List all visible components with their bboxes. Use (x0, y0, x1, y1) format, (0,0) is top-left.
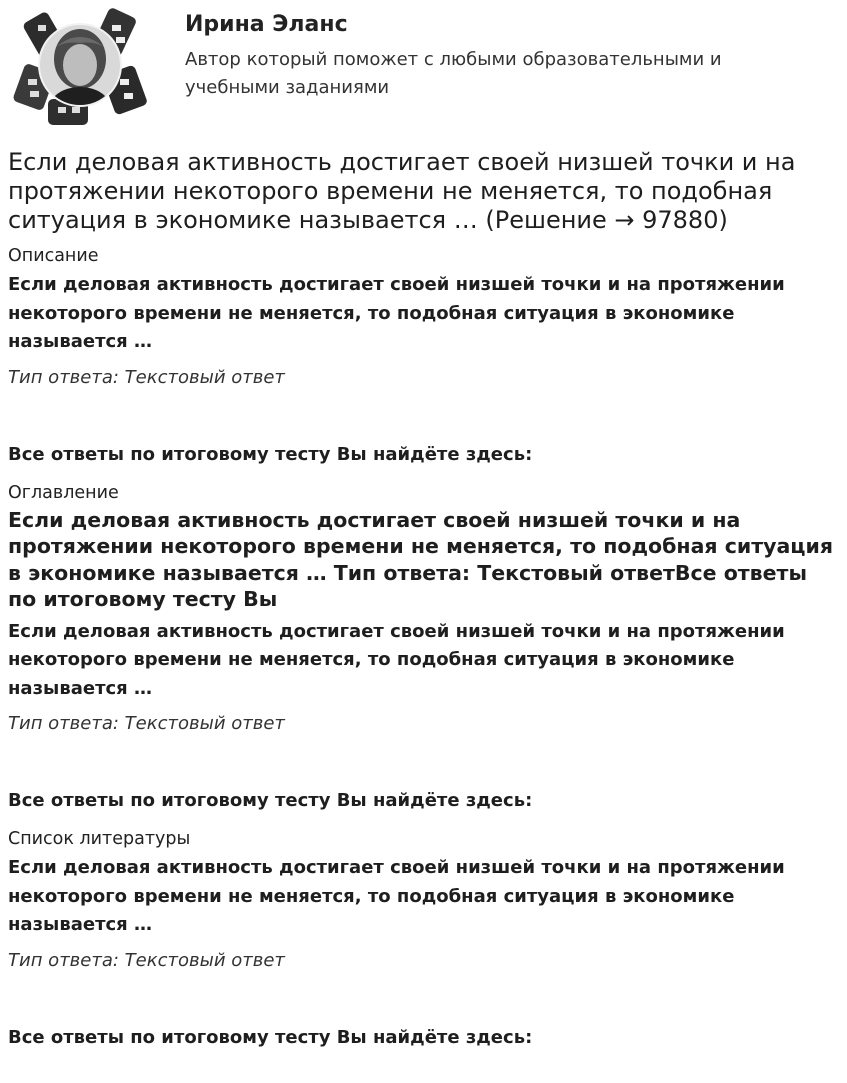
toc-label: Оглавление (8, 482, 119, 503)
author-info (185, 10, 785, 102)
description-answer-type: Тип ответа: Текстовый ответ (8, 366, 285, 388)
author-description: Автор который поможет с любыми образовательными и учебными заданиями (185, 49, 722, 98)
description-all-answers: Все ответы по итоговому тесту Вы найдёте здесь: (8, 443, 533, 465)
literature-section (8, 827, 839, 1050)
literature-label: Список литературы (8, 829, 191, 849)
description-section (8, 244, 839, 467)
description-question: Если деловая активность достигает своей низшей точки и на протяжении некоторого времени не меняется, то подобная ситуация в экономике называется … (8, 274, 785, 352)
toc-all-answers: Все ответы по итоговому тесту Вы найдёте здесь: (8, 790, 533, 811)
author-avatar[interactable] (8, 7, 153, 129)
description-label: Описание (8, 246, 99, 266)
toc-section (8, 481, 839, 814)
author-name[interactable]: Ирина Эланс (185, 12, 348, 37)
toc-question: Если деловая активность достигает своей низшей точки и на протяжении некоторого времени не меняется, то подобная ситуация в экономике называется … (8, 620, 785, 699)
author-card (8, 0, 839, 130)
toc-heading[interactable]: Если деловая активность достигает своей низшей точки и на протяжении некоторого времени не меняется, то подобная ситуация в экономике называется … Тип ответа: Текстовый ответВсе ответы по итоговому тесту Вы (8, 507, 834, 611)
literature-answer-type: Тип ответа: Текстовый ответ (8, 949, 285, 971)
literature-all-answers: Все ответы по итоговому тесту Вы найдёте здесь: (8, 1026, 533, 1048)
literature-question: Если деловая активность достигает своей низшей точки и на протяжении некоторого времени не меняется, то подобная ситуация в экономике называется … (8, 857, 785, 935)
toc-answer-type: Тип ответа: Текстовый ответ (8, 713, 285, 734)
page-title: Если деловая активность достигает своей низшей точки и на протяжении некоторого времени не меняется, то подобная ситуация в экономике называется … (Решение → 97880) (8, 148, 796, 234)
